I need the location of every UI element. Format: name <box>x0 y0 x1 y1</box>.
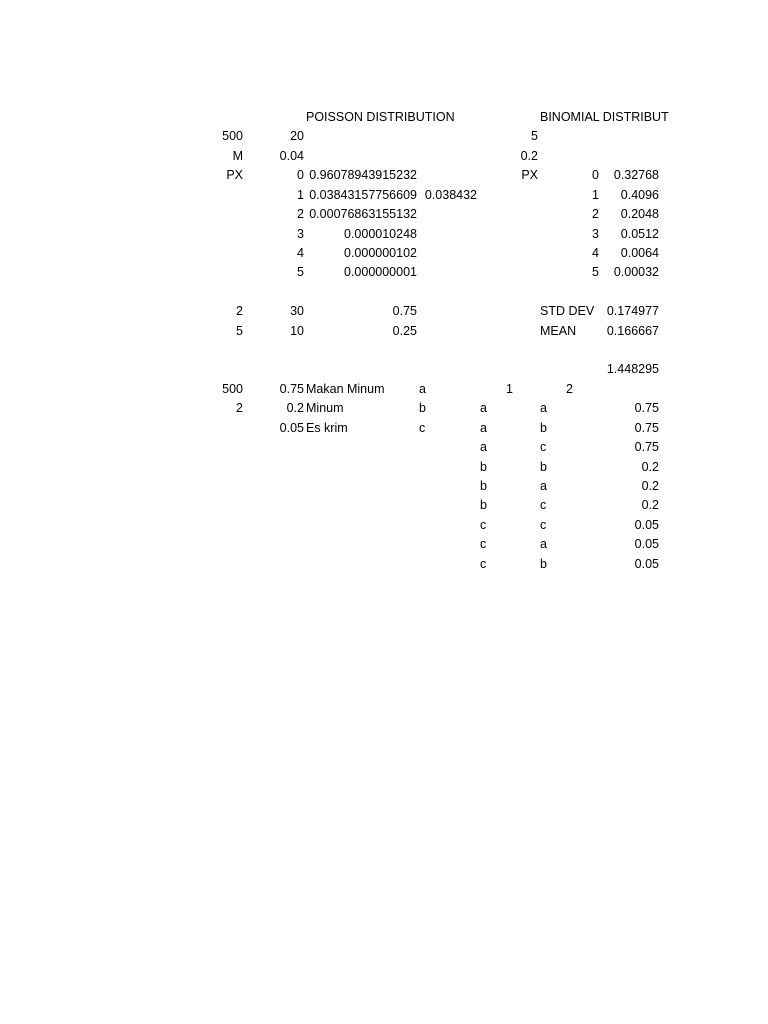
mid-row-1-b: 30 <box>290 304 304 318</box>
combo-second-6: c <box>540 498 547 512</box>
combo-second-1: a <box>540 401 547 415</box>
menu-name-2: Es krim <box>306 421 348 435</box>
combo-value-5: 0.2 <box>641 479 659 493</box>
poisson-p-3: 0.000010248 <box>344 227 417 241</box>
combo-first-6: b <box>480 498 487 512</box>
menu-name-1: Minum <box>306 401 344 415</box>
combo-value-4: 0.2 <box>641 460 659 474</box>
poisson-title: POISSON DISTRIBUTION <box>306 110 455 124</box>
binomial-x-2: 2 <box>592 207 599 221</box>
poisson-x-2: 2 <box>297 207 304 221</box>
poisson-lambda: 20 <box>290 129 304 143</box>
menu-prob-2: 0.05 <box>279 421 304 435</box>
binomial-p-3: 0.0512 <box>620 227 659 241</box>
poisson-x-0: 0 <box>297 168 304 182</box>
combo-second-5: a <box>540 479 547 493</box>
combo-second-2: b <box>540 421 547 435</box>
combo-first-3: a <box>480 440 487 454</box>
combo-second-8: a <box>540 537 547 551</box>
poisson-p-5: 0.000000001 <box>344 265 417 279</box>
combo-first-5: b <box>480 479 487 493</box>
poisson-x-1: 1 <box>297 188 304 202</box>
poisson-p-0: 0.96078943915232 <box>309 168 417 182</box>
std-dev-value: 0.174977 <box>606 304 659 318</box>
binomial-p-0: 0.32768 <box>613 168 659 182</box>
poisson-m-value: 0.04 <box>279 149 304 163</box>
binomial-px-label: PX <box>521 168 538 182</box>
mid-row-2-c: 0.25 <box>392 324 417 338</box>
combo-second-7: c <box>540 518 547 532</box>
mid-row-2-b: 10 <box>290 324 304 338</box>
menu-code-2: c <box>419 421 426 435</box>
combo-value-8: 0.05 <box>634 537 659 551</box>
combo-value-1: 0.75 <box>634 401 659 415</box>
poisson-p-2: 0.00076863155132 <box>309 207 417 221</box>
binomial-p-2: 0.2048 <box>620 207 659 221</box>
combo-first-9: c <box>480 557 487 571</box>
std-dev-label: STD DEV <box>540 304 595 318</box>
combo-first-8: c <box>480 537 487 551</box>
combo-value-7: 0.05 <box>634 518 659 532</box>
binomial-x-4: 4 <box>592 246 599 260</box>
mid-row-1-c: 0.75 <box>392 304 417 318</box>
combo-value-6: 0.2 <box>641 498 659 512</box>
poisson-m-label: M <box>232 149 243 163</box>
combo-value-3: 0.75 <box>634 440 659 454</box>
combo-second-4: b <box>540 460 547 474</box>
combo-value-2: 0.75 <box>634 421 659 435</box>
poisson-px-label: PX <box>226 168 243 182</box>
binomial-x-3: 3 <box>592 227 599 241</box>
mean-value: 0.166667 <box>606 324 659 338</box>
combo-first-2: a <box>480 421 487 435</box>
binomial-n: 5 <box>531 129 538 143</box>
binomial-extra-value: 1.448295 <box>606 362 659 376</box>
combo-header-1: 1 <box>506 382 513 396</box>
menu-name-0: Makan Minum <box>306 382 385 396</box>
mean-label: MEAN <box>540 324 577 338</box>
binomial-p-1: 0.4096 <box>620 188 659 202</box>
menu-a1: 500 <box>222 382 243 396</box>
combo-first-4: b <box>480 460 487 474</box>
poisson-x-3: 3 <box>297 227 304 241</box>
binomial-p-5: 0.00032 <box>613 265 659 279</box>
combo-second-3: c <box>540 440 547 454</box>
menu-prob-0: 0.75 <box>279 382 304 396</box>
combo-first-7: c <box>480 518 487 532</box>
poisson-x-4: 4 <box>297 246 304 260</box>
menu-code-1: b <box>419 401 426 415</box>
combo-first-1: a <box>480 401 487 415</box>
mid-row-2-a: 5 <box>236 324 243 338</box>
binomial-p: 0.2 <box>520 149 538 163</box>
poisson-p-1: 0.03843157756609 <box>309 188 417 202</box>
binomial-title: BINOMIAL DISTRIBUT <box>540 110 669 124</box>
combo-value-9: 0.05 <box>634 557 659 571</box>
binomial-x-0: 0 <box>592 168 599 182</box>
poisson-p-4: 0.000000102 <box>344 246 417 260</box>
menu-a2: 2 <box>236 401 243 415</box>
poisson-x-5: 5 <box>297 265 304 279</box>
combo-second-9: b <box>540 557 547 571</box>
poisson-n: 500 <box>222 129 243 143</box>
combo-header-2: 2 <box>566 382 573 396</box>
menu-prob-1: 0.2 <box>286 401 304 415</box>
poisson-extra-1: 0.038432 <box>424 188 477 202</box>
binomial-x-1: 1 <box>592 188 599 202</box>
mid-row-1-a: 2 <box>236 304 243 318</box>
binomial-x-5: 5 <box>592 265 599 279</box>
binomial-p-4: 0.0064 <box>620 246 659 260</box>
menu-code-0: a <box>419 382 426 396</box>
